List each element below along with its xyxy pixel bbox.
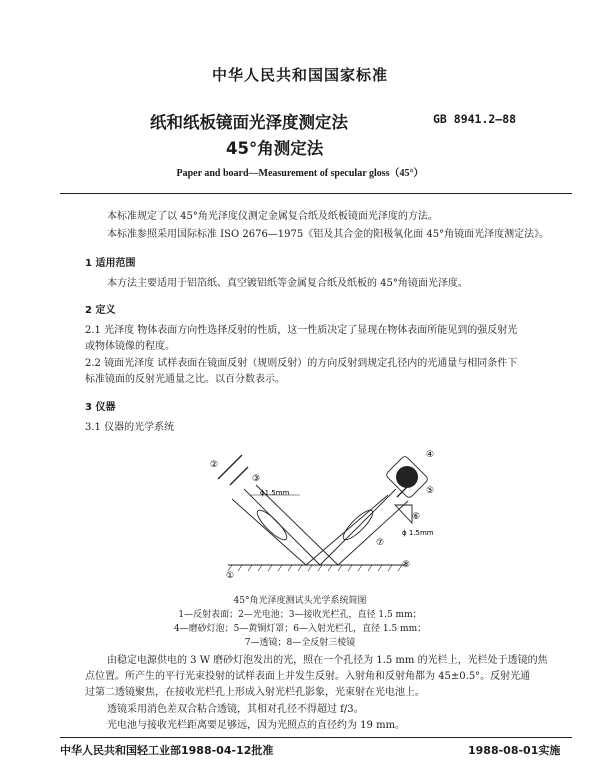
footer-divider: [60, 737, 572, 738]
section-1-heading: 1 适用范围: [85, 258, 136, 269]
standard-number: GB 8941.2—88: [433, 112, 517, 126]
definition-2-2-line1: 2.2 镜面光泽度 试样表面在镜面反射（规则反射）的方向反射到规定孔径内的光通量与相同条件下: [85, 358, 518, 369]
standard-header-title: 中华人民共和国国家标准: [211, 66, 388, 84]
incident-beam-edge-b: [338, 501, 408, 565]
aperture-label-left: ϕ1.5mm: [260, 489, 290, 497]
definition-2-1-line2: 或物体镜像的程度。: [85, 341, 175, 352]
figure-caption-title: 45°角光泽度测试头光学系统简图: [233, 596, 367, 606]
label-7: ⑦: [376, 538, 385, 548]
intro-paragraph-2: 本标准参照采用国际标准 ISO 2676—1975《铝及其合金的阳极氧化面 45°角镜面光泽度测定法》。: [107, 229, 550, 240]
body-paragraph-line5: 光电池与接收光栏距离要足够远，因为光照点的直径约为 19 mm。: [107, 720, 406, 731]
prism: [395, 505, 412, 523]
reflected-beam-edge-b: [232, 499, 306, 565]
figure-caption-line1: 1—反射表面；2—光电池；3—接收光栏孔，直径 1.5 mm；: [178, 610, 422, 620]
definition-2-2-line2: 标准镜面的反射光通量之比。以百分数表示。: [85, 374, 285, 385]
label-8: ⑧: [402, 560, 411, 570]
body-paragraph-line2: 点位置。所产生的平行光束投射的试样表面上并发生反射。入射角和反射角都为 45±0.5°。反射光通: [85, 671, 531, 682]
label-2: ②: [210, 460, 219, 470]
lens-left: [254, 507, 291, 544]
body-paragraph-line3: 过第二透镜聚焦，在接收光栏孔上形成入射光栏孔影象，光束射在光电池上。: [85, 687, 425, 698]
definition-2-1-line1: 2.1 光泽度 物体表面方向性选择反射的性质，这一性质决定了显现在物体表面所能见到的强反射光: [85, 325, 518, 336]
english-title: Paper and board—Measurement of specular gloss（45°）: [176, 168, 424, 179]
body-paragraph-line4: 透镜采用消色差双合粘合透镜，其相对孔径不得超过 f/3。: [107, 704, 364, 715]
header-divider: [60, 193, 572, 194]
section-1-text: 本方法主要适用于铝箔纸、真空镀铝纸等金属复合纸及纸板的 45°角镜面光泽度。: [107, 278, 468, 289]
intro-paragraph-1: 本标准规定了以 45°角光泽度仪测定金属复合纸及纸板镜面光泽度的方法。: [107, 211, 438, 222]
label-5: ⑤: [426, 486, 435, 496]
aperture-label-right: ϕ 1.5mm: [402, 529, 434, 537]
document-title-line1: 纸和纸板镜面光泽度测定法: [150, 113, 348, 132]
document-title-line2: 45°角测定法: [226, 139, 324, 158]
receiving-aperture: [230, 467, 248, 485]
label-4: ④: [426, 450, 435, 460]
effective-date: 1988-08-01实施: [468, 744, 561, 757]
label-6: ⑥: [412, 512, 421, 522]
section-3-1-heading: 3.1 仪器的光学系统: [85, 422, 175, 433]
section-2-heading: 2 定义: [85, 305, 116, 316]
reflected-beam-edge-c: [256, 485, 338, 565]
section-3-heading: 3 仪器: [85, 402, 116, 413]
optical-system-diagram: [190, 445, 470, 585]
approval-note: 中华人民共和国轻工业部1988-04-12批准: [60, 744, 274, 757]
label-1: ①: [226, 571, 235, 581]
incident-beam-edge-a: [320, 489, 396, 565]
lens-right: [340, 507, 377, 544]
label-3: ③: [252, 474, 261, 484]
surface-hatching: [228, 565, 402, 571]
body-paragraph-line1: 由稳定电源供电的 3 W 磨砂灯泡发出的光，照在一个孔径为 1.5 mm 的光栏上，光栏处于透镜的焦: [107, 655, 548, 666]
frosted-lamp: [396, 466, 418, 488]
figure-caption-line3: 7—透镜；8—全反射三棱镜: [244, 638, 356, 648]
photocell: [218, 455, 242, 479]
figure-caption-line2: 4—磨砂灯泡；5—黄铜灯罩；6—入射光栏孔，直径 1.5 mm；: [173, 624, 427, 634]
